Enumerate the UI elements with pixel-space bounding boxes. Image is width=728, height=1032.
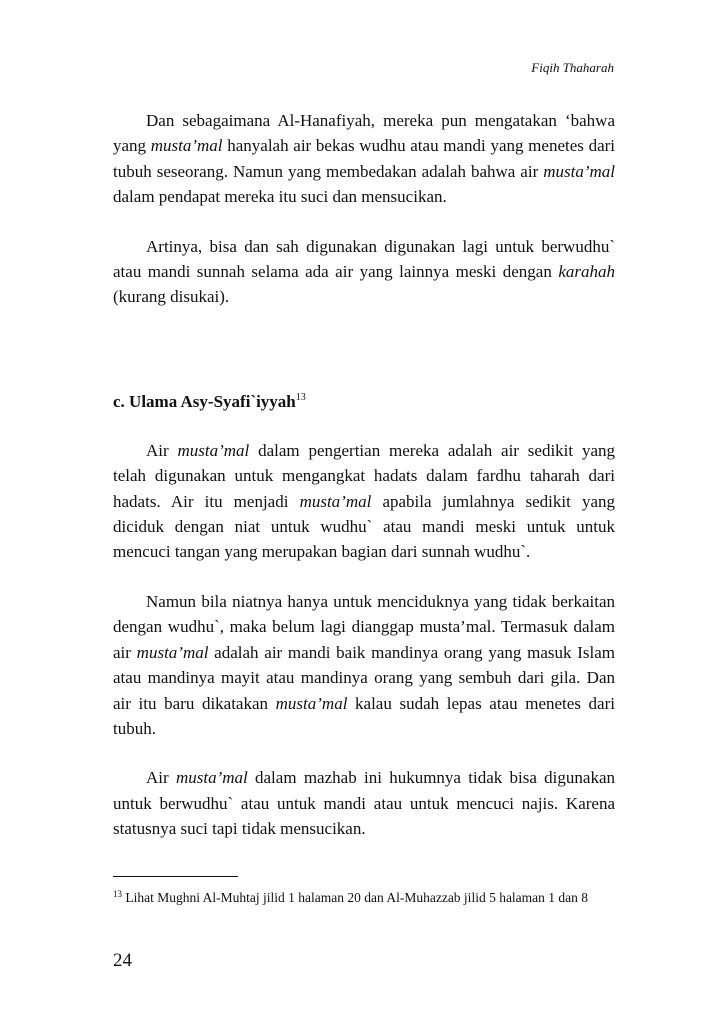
body-paragraph	[113, 765, 615, 841]
text-run: Air	[146, 440, 178, 460]
text-run: (kurang disukai).	[113, 287, 230, 307]
section-heading-text: c. Ulama Asy-Syafi`iyyah	[113, 391, 296, 411]
italic-term: musta’mal	[275, 693, 348, 713]
italic-term: musta’mal	[299, 491, 372, 511]
body-paragraph	[113, 108, 615, 210]
body-paragraph	[113, 438, 615, 565]
section-heading	[113, 385, 615, 414]
page-body	[113, 108, 615, 842]
footnote-number: 13	[113, 889, 122, 899]
running-header: Fiqih Thaharah	[531, 60, 614, 75]
footnote-divider	[113, 876, 238, 877]
italic-term: karahah	[558, 262, 615, 282]
italic-term: musta’mal	[175, 768, 248, 788]
footnote-text: Lihat Mughni Al-Muhtaj jilid 1 halaman 20 dan Al-Muhazzab jilid 5 halaman 1 dan 8	[125, 890, 589, 905]
text-run: hanyalah air bekas wudhu atau mandi yang menetes dari tubuh seseorang. Namun yang membedakan adalah bahwa air	[113, 136, 615, 181]
text-run: Dan sebagaimana Al-Hanafiyah, mereka pun mengatakan ‘bahwa yang	[113, 111, 615, 156]
italic-term: musta’mal	[150, 136, 223, 156]
italic-term: musta’mal	[177, 440, 250, 460]
body-paragraph	[113, 234, 615, 310]
body-paragraph	[113, 589, 615, 741]
text-run: adalah air mandi baik mandinya orang yang masuk Islam atau mandinya mayit atau mandinya orang yang sembuh dari gila. Dan air itu baru dikatakan	[113, 642, 615, 713]
text-run: Artinya, bisa dan sah digunakan digunakan lagi untuk berwudhu` atau mandi sunnah selama ada air yang lainnya meski dengan	[113, 236, 615, 282]
text-run: kalau sudah lepas atau menetes dari tubuh.	[113, 693, 615, 738]
text-run: Namun bila niatnya hanya untuk menciduknya yang tidak berkaitan dengan wudhu`, maka belum lagi dianggap musta’mal. Termasuk dalam air	[113, 591, 615, 662]
text-run: dalam pengertian mereka adalah air sedikit yang telah digunakan untuk mengangkat hadats dalam fardhu taharah dari hadats. Air itu menjadi	[113, 440, 615, 511]
italic-term: musta’mal	[136, 642, 209, 662]
text-run: dalam mazhab ini hukumnya tidak bisa digunakan untuk berwudhu` atau untuk mandi atau untuk mencuci najis. Karena statusnya suci tapi tidak mensucikan.	[113, 768, 615, 839]
text-run: apabila jumlahnya sedikit yang diciduk dengan niat untuk wudhu` atau mandi meski untuk untuk mencuci tangan yang merupakan bagian dari sunnah wudhu`.	[113, 491, 616, 562]
footnote-reference: 13	[295, 391, 306, 403]
text-run: dalam pendapat mereka itu suci dan mensucikan.	[113, 187, 447, 207]
page-number: 24	[113, 950, 132, 971]
italic-term: musta’mal	[543, 161, 615, 181]
text-run: Air	[146, 768, 176, 788]
footnote	[113, 884, 615, 908]
